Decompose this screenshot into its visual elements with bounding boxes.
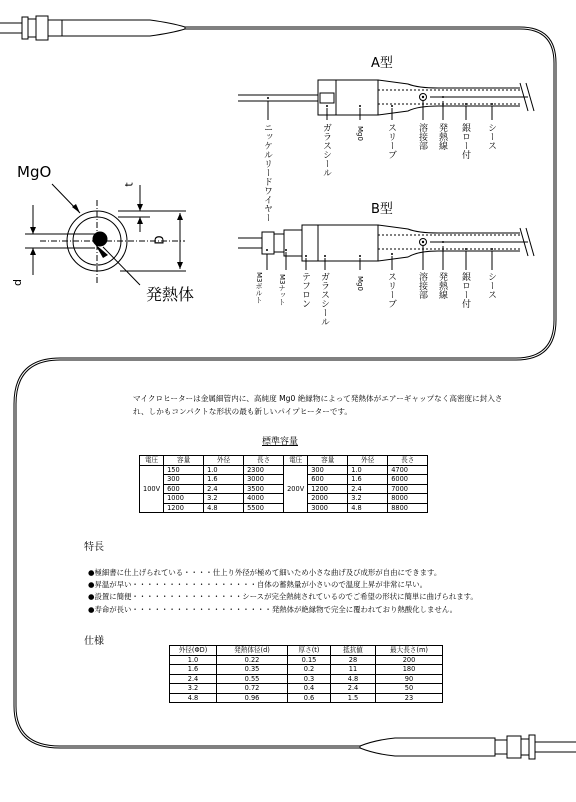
dim-D: D [152,235,167,245]
label-mgo-section: MgO [17,163,52,181]
dim-d: d [10,279,24,286]
label-weld-b: 溶接部 [417,272,427,299]
table-cell: 4.8 [170,693,217,703]
table-cell: 5500 [244,503,284,513]
table-row [170,693,443,703]
table-row [170,665,443,675]
header-thickness: 厚さ(t) [288,646,331,656]
header-outer-diameter: 外径(ΦD) [170,646,217,656]
table-cell: 2000 [308,494,348,504]
table-row [170,684,443,694]
table-cell: 1200 [164,503,204,513]
table-cell: 2.4 [204,484,244,494]
label-mgo-a: Mg0 [356,126,364,141]
table-cell: 6000 [388,475,428,485]
header-outer-diameter: 外径 [204,456,244,466]
header-resistance: 抵抗値 [331,646,376,656]
table-cell: 90 [376,674,443,684]
table-cell: 11 [331,665,376,675]
table-cell: 1.5 [331,693,376,703]
table-cell: 0.3 [288,674,331,684]
header-voltage: 電圧 [284,456,308,466]
table-cell: 8800 [388,503,428,513]
table-header-row [140,456,428,466]
table-cell: 2.4 [331,684,376,694]
table-cell: 300 [308,465,348,475]
table-cell: 4000 [244,494,284,504]
table-cell: 200 [376,655,443,665]
table-cell: 4.8 [348,503,388,513]
header-voltage: 電圧 [140,456,164,466]
table-cell: 3.2 [348,494,388,504]
table-cell: 1000 [164,494,204,504]
header-length: 長さ [244,456,284,466]
table-cell: 1.6 [348,475,388,485]
label-mgo-b: Mg0 [356,276,364,291]
standard-capacity-title: 標準容量 [262,437,299,447]
table-cell: 4.8 [204,503,244,513]
table-row [140,465,428,475]
table-row [170,674,443,684]
header-capacity: 容量 [308,456,348,466]
dim-t: t [122,182,136,187]
header-capacity: 容量 [164,456,204,466]
label-heater-element: 発熱体 [146,285,195,304]
table-cell: 0.6 [288,693,331,703]
table-cell: 0.35 [217,665,288,675]
table-cell: 3.2 [170,684,217,694]
type-b-leaders [267,246,492,270]
table-cell: 2300 [244,465,284,475]
label-glass-seal-b: ガラスシール [319,272,329,326]
table-cell: 300 [164,475,204,485]
table-cell: 0.22 [217,655,288,665]
type-b-heater [238,225,534,261]
table-cell: 1.0 [170,655,217,665]
top-connector [0,16,185,40]
spec-title: 仕様 [84,636,104,647]
label-teflon: テフロン [300,272,310,308]
spec-table [169,645,443,703]
table-cell: 1.0 [204,465,244,475]
table-cell: 180 [376,665,443,675]
header-heater-diameter: 発熱体径(d) [217,646,288,656]
standard-capacity-table [139,455,428,513]
label-sheath-a: シース [486,123,496,150]
label-heating-wire-b: 発熱線 [437,272,447,299]
table-cell: 0.2 [288,665,331,675]
features-list [88,567,528,616]
table-cell: 1.6 [204,475,244,485]
table-header-row [170,646,443,656]
label-sleeve-b: スリーブ [386,272,396,308]
label-silver-braze-b: 銀ロー付 [460,272,470,308]
label-glass-seal-a: ガラスシール [321,123,331,177]
feature-item: ●寿命が長い・・・・・・・・・・・・・・・・・・・発熱体が絶縁物で完全に覆われており熱酸化しません。 [88,604,458,614]
header-length: 長さ [388,456,428,466]
label-weld-a: 溶接部 [417,123,427,150]
voltage-cell: 200V [284,465,308,513]
table-cell: 0.96 [217,693,288,703]
table-cell: 28 [331,655,376,665]
table-cell: 2.4 [170,674,217,684]
table-cell: 1.0 [348,465,388,475]
table-cell: 1.6 [170,665,217,675]
feature-item: ●昇温が早い・・・・・・・・・・・・・・・・・自体の蓄熱量が小さいので温度上昇が非常に早い。 [88,580,428,590]
feature-item: ●極細書に仕上げられている・・・・仕上り外径が極めて細いため小さな曲げ及び成形が自由にできます。 [88,568,442,577]
table-row [170,655,443,665]
label-sleeve-a: スリーブ [386,123,396,159]
label-m3-bolt: M3ボルト [255,272,263,304]
table-cell: 7000 [388,484,428,494]
type-a-title: A型 [371,56,393,71]
type-b-title: B型 [371,202,393,217]
table-cell: 3000 [244,475,284,485]
table-cell: 2.4 [348,484,388,494]
table-cell: 8000 [388,494,428,504]
table-cell: 0.55 [217,674,288,684]
label-m3-nut: M3ナット [278,274,286,306]
table-cell: 3000 [308,503,348,513]
table-cell: 23 [376,693,443,703]
table-cell: 600 [308,475,348,485]
header-max-length: 最大長さ(m) [376,646,443,656]
features-title: 特長 [84,542,104,553]
feature-item: ●設置に簡便・・・・・・・・・・・・・・・シースが完全熱純されているのでご希望の形状に簡単に曲げられます。 [88,592,478,602]
bottom-connector [360,735,576,759]
label-silver-braze-a: 銀ロー付 [460,123,470,159]
table-cell: 3500 [244,484,284,494]
header-outer-diameter: 外径 [348,456,388,466]
table-cell: 3.2 [204,494,244,504]
table-cell: 0.15 [288,655,331,665]
table-cell: 1200 [308,484,348,494]
table-cell: 4.8 [331,674,376,684]
table-cell: 50 [376,684,443,694]
type-a-heater [238,80,534,115]
intro-paragraph: マイクロヒーターは金属細管内に、高純度 Mg0 絶縁物によって発熱体がエアーギャップなく高密度に封入され、しかもコンパクトな形状の最も新しいパイプヒーターです。 [133,394,503,416]
label-sheath-b: シース [486,272,496,299]
table-cell: 150 [164,465,204,475]
table-cell: 0.72 [217,684,288,694]
label-nickel-lead-wire: ニッケルリードワイヤー [262,123,272,222]
table-cell: 4700 [388,465,428,475]
label-heating-wire-a: 発熱線 [437,123,447,150]
table-cell: 600 [164,484,204,494]
voltage-cell: 100V [140,465,164,513]
table-cell: 0.4 [288,684,331,694]
